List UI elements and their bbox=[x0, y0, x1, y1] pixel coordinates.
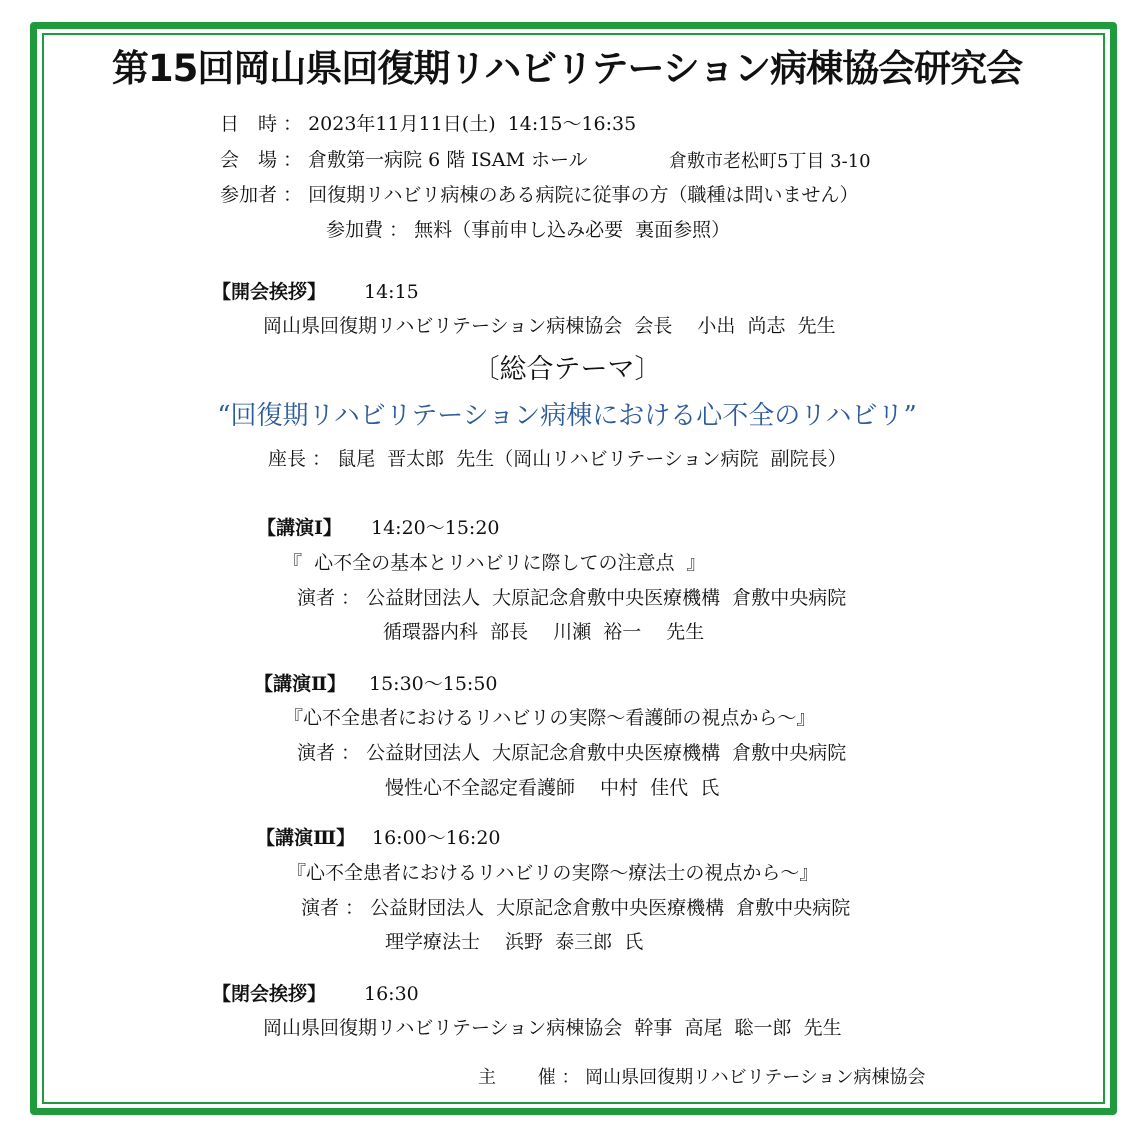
lecture-3-time: 16:00〜16:20 bbox=[372, 827, 501, 849]
lecture-1-label: 【講演Ⅰ】 bbox=[257, 517, 342, 539]
lecture-2-speaker-org: 演者 ： 公益財団法人 大原記念倉敷中央医療機構 倉敷中央病院 bbox=[297, 742, 847, 764]
lecture-2-label: 【講演Ⅱ】 bbox=[254, 673, 347, 695]
page-title: 第15回岡山県回復期リハビリテーション病棟協会研究会 bbox=[111, 47, 1023, 90]
theme-text: “回復期リハビリテーション病棟における心不全のリハビリ” bbox=[217, 401, 917, 431]
lecture-1-speaker-org: 演者 ： 公益財団法人 大原記念倉敷中央医療機構 倉敷中央病院 bbox=[297, 587, 847, 609]
theme-chair: 座長 ： 鼠尾 晋太郎 先生（岡山リハビリテーション病院 副院長） bbox=[268, 448, 847, 470]
closing-time: 16:30 bbox=[364, 983, 419, 1005]
opening-time: 14:15 bbox=[364, 281, 419, 303]
venue-address: 倉敷市老松町5丁目 3-10 bbox=[669, 151, 871, 172]
event-fee: 参加費 ： 無料（事前申し込み必要 裏面参照） bbox=[326, 219, 731, 241]
organizer: 主 催 ： 岡山県回復期リハビリテーション病棟協会 bbox=[478, 1067, 926, 1088]
opening-label: 【開会挨拶】 bbox=[212, 281, 327, 303]
lecture-3-speaker-org: 演者 ： 公益財団法人 大原記念倉敷中央医療機構 倉敷中央病院 bbox=[301, 897, 851, 919]
event-participants: 参加者 ： 回復期リハビリ病棟のある病院に従事の方（職種は問いません） bbox=[220, 184, 859, 206]
lecture-1-title: 『 心不全の基本とリハビリに際しての注意点 』 bbox=[283, 552, 706, 574]
theme-heading: 〔総合テーマ〕 bbox=[472, 354, 662, 385]
lecture-3-speaker-name: 理学療法士 浜野 泰三郎 氏 bbox=[385, 931, 644, 953]
event-date: 日 時 ： 2023年11月11日(土) 14:15〜16:35 bbox=[220, 113, 637, 135]
lecture-3-title: 『心不全患者におけるリハビリの実際〜療法士の視点から〜』 bbox=[287, 862, 819, 884]
lecture-1-time: 14:20〜15:20 bbox=[371, 517, 500, 539]
lecture-2-time: 15:30〜15:50 bbox=[369, 673, 498, 695]
lecture-1-speaker-name: 循環器内科 部長 川瀬 裕一 先生 bbox=[383, 621, 705, 643]
closing-speaker: 岡山県回復期リハビリテーション病棟協会 幹事 高尾 聡一郎 先生 bbox=[263, 1017, 842, 1039]
lecture-3-label: 【講演Ⅲ】 bbox=[256, 827, 356, 849]
lecture-2-speaker-name: 慢性心不全認定看護師 中村 佳代 氏 bbox=[385, 777, 720, 799]
lecture-2-title: 『心不全患者におけるリハビリの実際〜看護師の視点から〜』 bbox=[284, 707, 816, 729]
event-venue: 会 場 ： 倉敷第一病院 6 階 ISAM ホール bbox=[220, 149, 588, 171]
closing-label: 【閉会挨拶】 bbox=[212, 983, 327, 1005]
opening-speaker: 岡山県回復期リハビリテーション病棟協会 会長 小出 尚志 先生 bbox=[263, 315, 836, 337]
